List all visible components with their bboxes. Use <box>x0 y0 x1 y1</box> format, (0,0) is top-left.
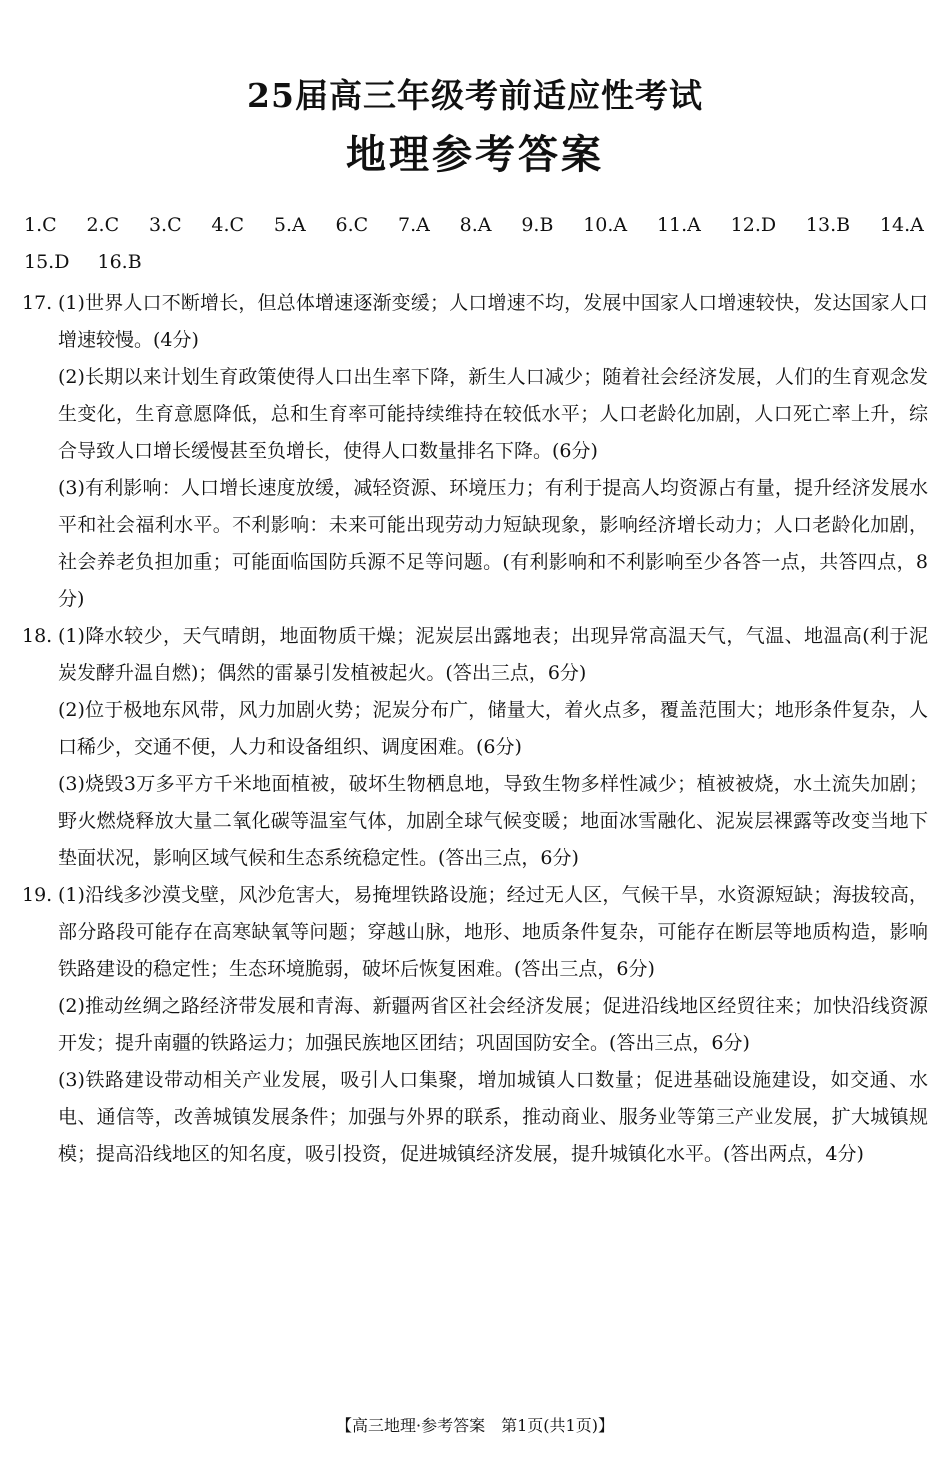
choice-answer: 3.C <box>148 214 182 236</box>
choice-answer: 9.B <box>521 214 554 236</box>
answer-key-title: 地理参考答案 <box>346 132 604 178</box>
choice-answer: 6.C <box>335 214 369 236</box>
question-number: 18. <box>22 625 53 647</box>
answer-part: (1)沿线多沙漠戈壁，风沙危害大，易掩埋铁路设施；经过无人区，气候干旱，水资源短缺；海拔较高，部分路段可能存在高寒缺氧等问题；穿越山脉，地形、地质条件复杂，可能存在断层等地质构造，影响铁路建设的稳定性；生态环境脆弱，破坏后恢复困难。(答出三点，6分) <box>58 884 928 980</box>
choice-answer: 12.D <box>730 214 777 236</box>
question-19 <box>22 877 928 1173</box>
choice-answer: 2.C <box>86 214 120 236</box>
choice-answer: 10.A <box>583 214 628 236</box>
answer-part: (3)有利影响：人口增长速度放缓，减轻资源、环境压力；有利于提高人均资源占有量，提升经济发展水平和社会福利水平。不利影响：未来可能出现劳动力短缺现象，影响经济增长动力；人口老龄化加剧，社会养老负担加重；可能面临国防兵源不足等问题。(有利影响和不利影响至少各答一点，共答四点，8分) <box>58 477 928 610</box>
choice-answer: 13.B <box>805 214 851 236</box>
choice-row-2 <box>24 244 924 281</box>
choice-answer: 4.C <box>211 214 245 236</box>
choice-answer: 7.A <box>398 214 430 236</box>
page-footer: 【高三地理·参考答案 第1页(共1页)】 <box>336 1416 614 1435</box>
answer-part: (2)推动丝绸之路经济带发展和青海、新疆两省区社会经济发展；促进沿线地区经贸往来；加快沿线资源开发；提升南疆的铁路运力；加强民族地区团结；巩固国防安全。(答出三点，6分) <box>58 995 928 1054</box>
answer-part: (3)烧毁3万多平方千米地面植被，破坏生物栖息地，导致生物多样性减少；植被被烧，水土流失加剧；野火燃烧释放大量二氧化碳等温室气体，加剧全球气候变暖；地面冰雪融化、泥炭层裸露等改变当地下垫面状况，影响区域气候和生态系统稳定性。(答出三点，6分) <box>58 773 928 869</box>
choice-answer: 15.D <box>24 251 70 273</box>
exam-title: 25届高三年级考前适应性考试 <box>247 76 703 115</box>
question-18 <box>22 618 928 877</box>
question-number: 17. <box>22 292 53 314</box>
choice-answer: 11.A <box>656 214 701 236</box>
answer-part: (1)世界人口不断增长，但总体增速逐渐变缓；人口增速不均，发展中国家人口增速较快，发达国家人口增速较慢。(4分) <box>58 292 928 351</box>
answer-part: (2)长期以来计划生育政策使得人口出生率下降，新生人口减少；随着社会经济发展，人们的生育观念发生变化，生育意愿降低，总和生育率可能持续维持在较低水平；人口老龄化加剧，人口死亡率上升，综合导致人口增长缓慢甚至负增长，使得人口数量排名下降。(6分) <box>58 366 928 462</box>
choice-answer: 8.A <box>459 214 492 236</box>
multiple-choice-answers <box>24 207 924 281</box>
choice-answer: 5.A <box>273 214 306 236</box>
choice-answer: 16.B <box>97 251 142 273</box>
answer-part: (1)降水较少，天气晴朗，地面物质干燥；泥炭层出露地表；出现异常高温天气，气温、地温高(利于泥炭发酵升温自燃)；偶然的雷暴引发植被起火。(答出三点，6分) <box>58 625 928 684</box>
choice-answer: 1.C <box>24 214 57 236</box>
choice-answer: 14.A <box>879 214 924 236</box>
essay-answers <box>22 285 928 1173</box>
question-17 <box>22 285 928 618</box>
answer-part: (3)铁路建设带动相关产业发展，吸引人口集聚，增加城镇人口数量；促进基础设施建设，如交通、水电、通信等，改善城镇发展条件；加强与外界的联系，推动商业、服务业等第三产业发展，扩大城镇规模；提高沿线地区的知名度，吸引投资，促进城镇经济发展，提升城镇化水平。(答出两点，4分) <box>58 1069 928 1165</box>
answer-part: (2)位于极地东风带，风力加剧火势；泥炭分布广，储量大，着火点多，覆盖范围大；地形条件复杂，人口稀少，交通不便，人力和设备组织、调度困难。(6分) <box>58 699 928 758</box>
question-number: 19. <box>22 884 53 906</box>
choice-row-1 <box>24 207 924 244</box>
